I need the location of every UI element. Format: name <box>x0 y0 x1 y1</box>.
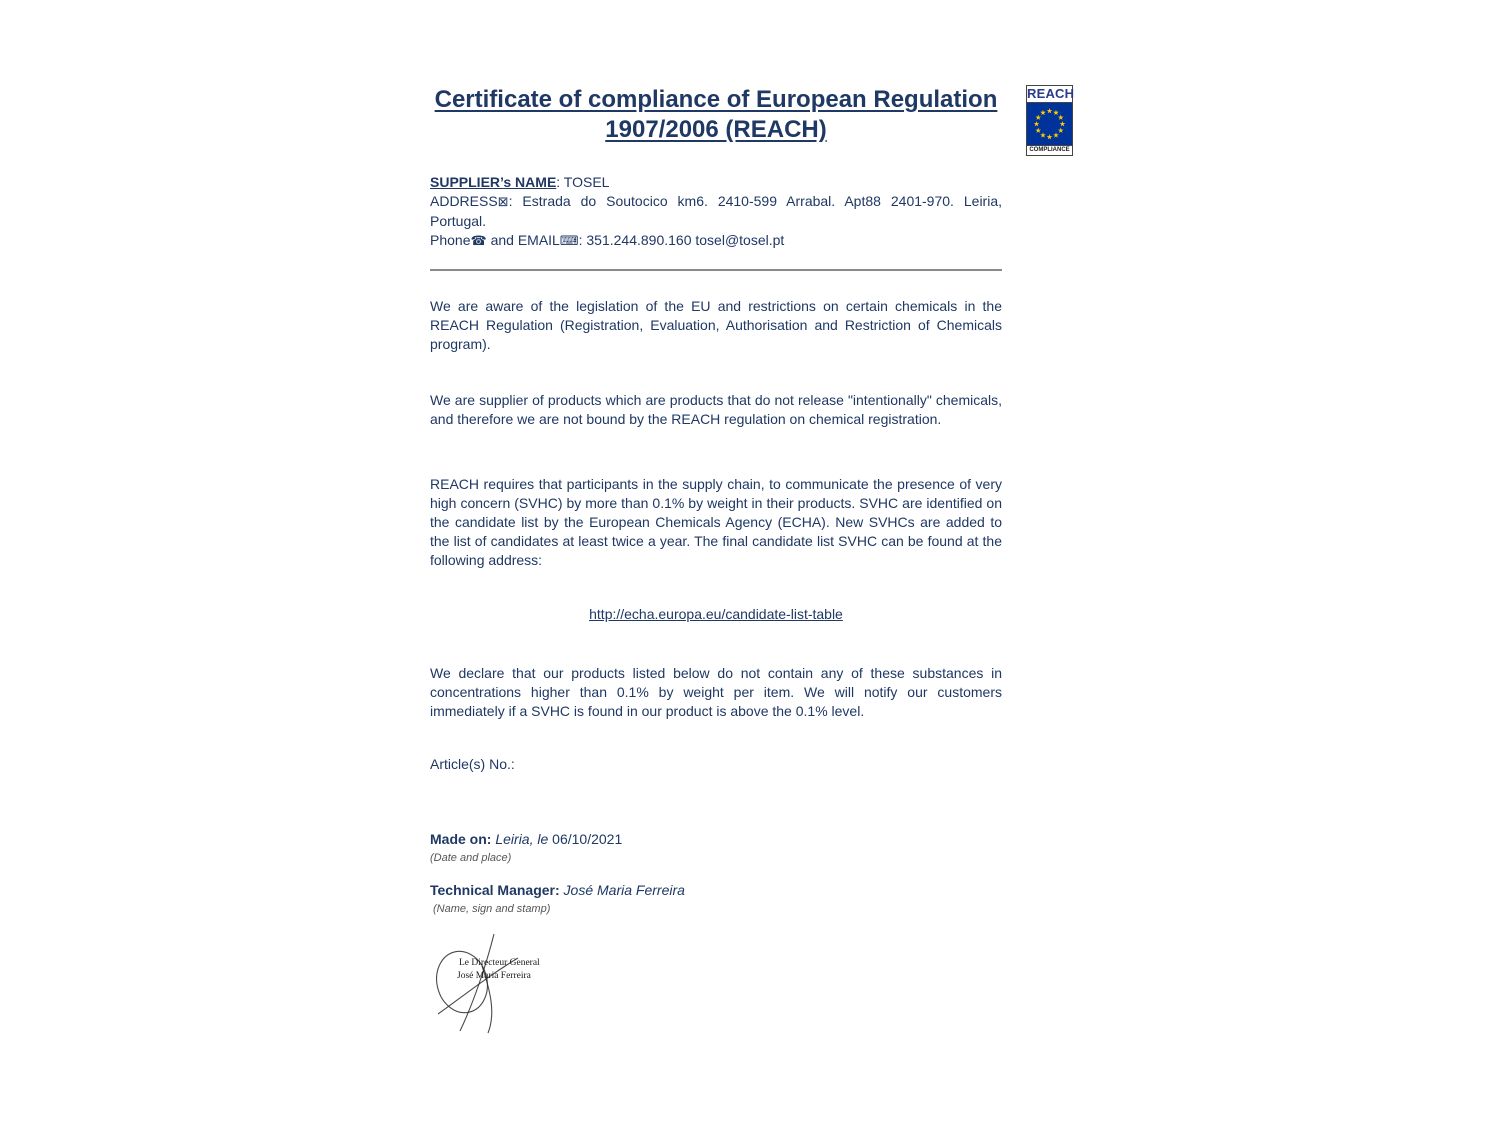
candidate-list-link[interactable]: http://echa.europa.eu/candidate-list-table <box>589 606 843 622</box>
phone-icon: ☎ <box>470 234 487 249</box>
articles-label: Article(s) No.: <box>430 756 515 772</box>
reach-logo-title: REACH <box>1027 86 1075 101</box>
paragraph-svhc-requirements: REACH requires that participants in the supply chain, to communicate the presence of very high concern (SVHC) by more than 0.1% by weight in their products. SVHC are identified on the candidate list by the European Chemicals Agency (ECHA). New SVHCs are added to the list of candidates at least twice a year. The final candidate list SVHC can be found at the following address: <box>430 476 1002 568</box>
contact-value: : 351.244.890.160 tosel@tosel.pt <box>578 232 785 248</box>
address-value: : Estrada do Soutocico km6. 2410-599 Arrabal. Apt88 2401-970. Leiria, Portugal. <box>430 193 1002 229</box>
address-label: ADDRESS <box>430 193 498 209</box>
made-on-date: 06/10/2021 <box>552 831 623 847</box>
paragraph-declaration: We declare that our products listed below do not contain any of these substances in concentrations higher than 0.1% by weight per item. We will notify our customers immediately if a SVHC is found in our product is above the 0.1% level. <box>430 665 1002 719</box>
page-title <box>430 85 1002 145</box>
stamp-text-line1: Le Directeur General <box>459 958 540 968</box>
eu-flag-icon <box>1027 103 1072 145</box>
signature-icon <box>432 934 557 1034</box>
reach-compliance-logo <box>1026 85 1073 156</box>
page-title-line1: Certificate of compliance of European Regulation <box>434 86 998 113</box>
name-sign-stamp-note: (Name, sign and stamp) <box>433 903 551 915</box>
supplier-address-line <box>430 192 1002 231</box>
technical-manager-line <box>430 881 1002 900</box>
page-title-line2: 1907/2006 (REACH) <box>605 116 827 143</box>
technical-manager-label: Technical Manager: <box>430 882 560 898</box>
date-place-note: (Date and place) <box>430 852 512 864</box>
document-body <box>430 85 1002 1034</box>
made-on-line <box>430 830 1002 849</box>
reach-logo-subtitle: COMPLIANCE <box>1027 145 1072 155</box>
stamp-text-line2: José Maria Ferreira <box>457 971 531 981</box>
made-on-label: Made on: <box>430 831 492 847</box>
email-label: and EMAIL <box>486 232 560 248</box>
header-divider <box>430 269 1002 271</box>
supplier-name-line <box>430 173 1002 192</box>
candidate-list-link-line <box>430 605 1002 624</box>
signature-block <box>432 934 1002 1034</box>
supplier-name-value: : TOSEL <box>556 174 610 190</box>
phone-label: Phone <box>430 232 471 248</box>
supplier-name-label: SUPPLIER’s NAME <box>430 174 557 190</box>
paragraph-awareness: We are aware of the legislation of the EU and restrictions on certain chemicals in the REACH Regulation (Registration, Evaluation, Authorisation and Restriction of Chemicals program). <box>430 298 1002 352</box>
supplier-block <box>430 173 1002 251</box>
envelope-icon: ⊠ <box>497 195 509 210</box>
supplier-contact-line <box>430 231 1002 251</box>
technical-manager-name: José Maria Ferreira <box>559 882 685 898</box>
computer-icon: ⌨ <box>559 234 579 249</box>
paragraph-supplier-statement: We are supplier of products which are products that do not release "intentionally" chemicals, and therefore we are not bound by the REACH regulation on chemical registration. <box>430 392 1002 427</box>
made-on-place: Leiria, le <box>491 831 553 847</box>
